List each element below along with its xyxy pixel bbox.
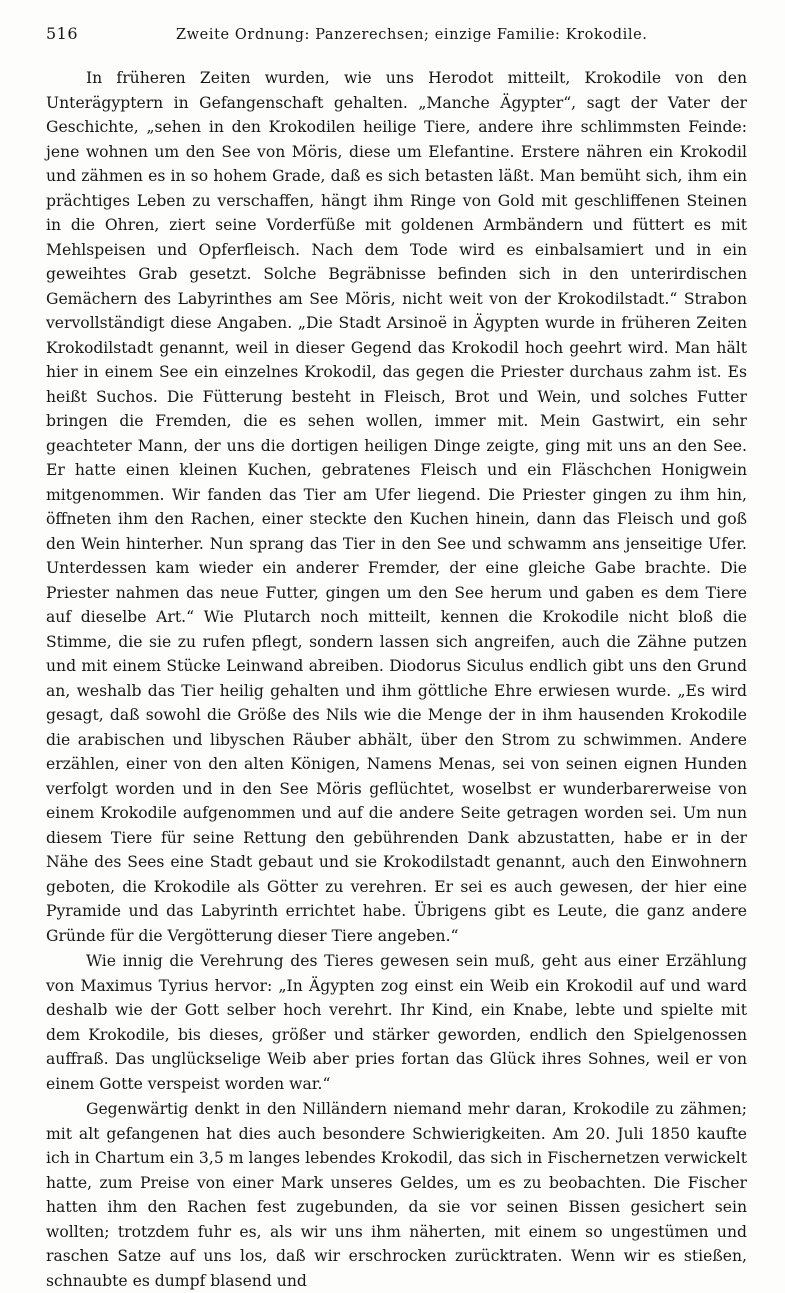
page-header	[46, 24, 747, 52]
body-text	[46, 66, 747, 1293]
paragraph-ancient-egypt: In früheren Zeiten wurden, wie uns Herodot mitteilt, Krokodile von den Unterägyptern in Gefangenschaft gehalten. „Manche Ägypter“, sagt der Vater der Geschichte, „sehen in den Krokodilen heilige Tiere, andere ihre schlimmsten Feinde: jene wohnen um den See von Möris, diese um Elefantine. Erstere nähren ein Krokodil und zähmen es in so hohem Grade, daß es sich betasten läßt. Man bemüht sich, ihm ein prächtiges Leben zu verschaffen, hängt ihm Ringe von Gold mit geschliffenen Steinen in die Ohren, ziert seine Vorderfüße mit goldenen Armbändern und füttert es mit Mehlspeisen und Opferfleisch. Nach dem Tode wird es einbalsamiert und in ein geweihtes Grab gesetzt. Solche Begräbnisse befinden sich in den unterirdischen Gemächern des Labyrinthes am See Möris, nicht weit von der Krokodilstadt.“ Strabon vervollständigt diese Angaben. „Die Stadt Arsinoë in Ägypten wurde in früheren Zeiten Krokodilstadt genannt, weil in dieser Gegend das Krokodil hoch geehrt wird. Man hält hier in einem See ein einzelnes Krokodil, das gegen die Priester durchaus zahm ist. Es heißt Suchos. Die Fütterung besteht in Fleisch, Brot und Wein, und solches Futter bringen die Fremden, die es sehen wollen, immer mit. Mein Gastwirt, ein sehr geachteter Mann, der uns die dortigen heiligen Dinge zeigte, ging mit uns an den See. Er hatte einen kleinen Kuchen, gebratenes Fleisch und ein Fläschchen Honigwein mitgenommen. Wir fanden das Tier am Ufer liegend. Die Priester gingen zu ihm hin, öffneten ihm den Rachen, einer steckte den Kuchen hinein, dann das Fleisch und goß den Wein hinterher. Nun sprang das Tier in den See und schwamm ans jenseitige Ufer. Unterdessen kam wieder ein anderer Fremder, der eine gleiche Gabe brachte. Die Priester nahmen das neue Futter, gingen um den See herum und gaben es dem Tiere auf dieselbe Art.“ Wie Plutarch noch mitteilt, kennen die Krokodile nicht bloß die Stimme, die sie zu rufen pflegt, sondern lassen sich angreifen, auch die Zähne putzen und mit einem Stücke Leinwand abreiben. Diodorus Siculus endlich gibt uns den Grund an, weshalb das Tier heilig gehalten und ihm göttliche Ehre erwiesen wurde. „Es wird gesagt, daß sowohl die Größe des Nils wie die Menge der in ihm hausenden Krokodile die arabischen und libyschen Räuber abhält, über den Strom zu schwimmen. Andere erzählen, einer von den alten Königen, Namens Menas, sei von seinen eignen Hunden verfolgt worden und in den See Möris geflüchtet, woselbst er wunderbarerweise von einem Krokodile aufgenommen und auf die andere Seite getragen worden sei. Um nun diesem Tiere für seine Rettung den gebührenden Dank abzustatten, habe er in der Nähe des Sees eine Stadt gebaut und sie Krokodilstadt genannt, auch den Einwohnern geboten, die Krokodile als Götter zu verehren. Er sei es auch gewesen, der hier eine Pyramide und das Labyrinth errichtet habe. Übrigens gibt es Leute, die ganz andere Gründe für die Vergötterung dieser Tiere angeben.“	[46, 69, 747, 945]
running-head: Zweite Ordnung: Panzerechsen; einzige Familie: Krokodile.	[176, 27, 648, 43]
page-number: 516	[46, 24, 79, 43]
paragraph-present-day: Gegenwärtig denkt in den Nilländern niemand mehr daran, Krokodile zu zähmen; mit alt gefangenen hat dies auch besondere Schwierigkeiten. Am 20. Juli 1850 kaufte ich in Chartum ein 3,5 m langes lebendes Krokodil, das sich in Fischernetzen verwickelt hatte, zum Preise von einer Mark unseres Geldes, um es zu beobachten. Die Fischer hatten ihm den Rachen fest zugebunden, da sie vor seinen Bissen gesichert sein wollten; trotzdem fuhr es, als wir uns ihm näherten, mit einem so ungestümen und raschen Satze auf uns los, daß wir erschrocken zurücktraten. Wenn wir es stießen, schnaubte es dumpf blasend und	[46, 1100, 747, 1290]
paragraph-maximus-tyrius: Wie innig die Verehrung des Tieres gewesen sein muß, geht aus einer Erzählung von Maximus Tyrius hervor: „In Ägypten zog einst ein Weib ein Krokodil auf und ward deshalb wie der Gott selber hoch verehrt. Ihr Kind, ein Knabe, lebte und spielte mit dem Krokodile, bis dieses, größer und stärker geworden, endlich den Spielgenossen auffraß. Das unglückselige Weib aber pries fortan das Glück ihres Sohnes, weil er von einem Gotte verspeist worden war.“	[46, 952, 747, 1093]
